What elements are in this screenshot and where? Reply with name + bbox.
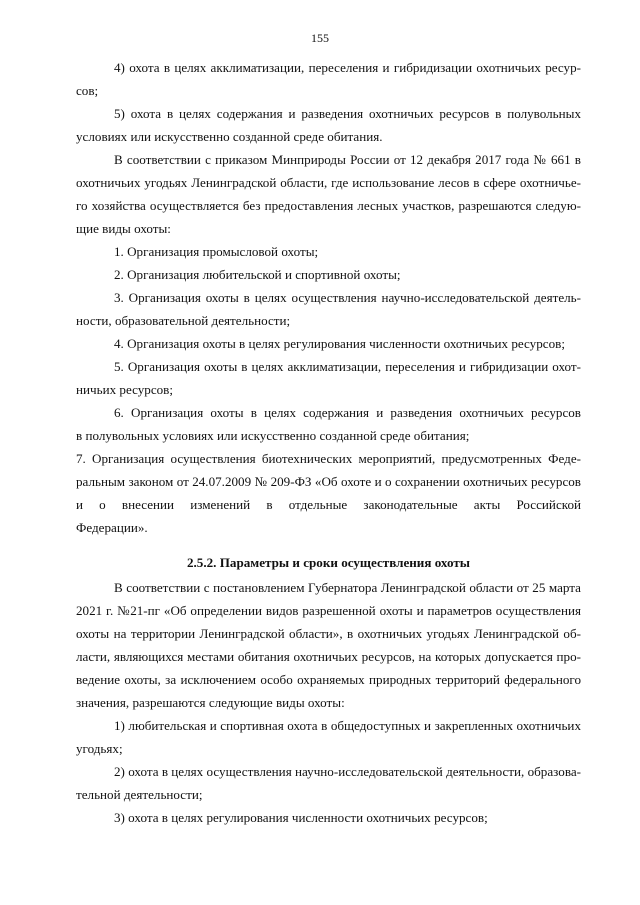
text-line: 2. Организация любительской и спортивной охоты; — [114, 267, 401, 282]
paragraph — [76, 355, 581, 401]
text-line: ведение охоты, за исключением особо охраняемых природных территорий федерального — [76, 672, 581, 687]
text-line: 1. Организация промысловой охоты; — [114, 244, 319, 259]
text-line: 2.5.2. Параметры и сроки осуществления охоты — [186, 555, 471, 570]
text-line: ничьих ресурсов; — [76, 382, 173, 397]
paragraph — [76, 447, 581, 539]
text-line: 2) охота в целях осуществления научно-исследовательской деятельности, образова- — [114, 764, 581, 779]
paragraph — [76, 760, 581, 806]
paragraph — [76, 148, 581, 240]
text-line: и о внесении изменений в отдельные законодательные акты Российской — [76, 497, 581, 512]
paragraph — [76, 806, 581, 829]
text-line: 4. Организация охоты в целях регулирования численности охотничьих ресурсов; — [114, 336, 565, 351]
document-body — [76, 56, 581, 829]
text-line: 3) охота в целях регулирования численности охотничьих ресурсов; — [114, 810, 488, 825]
paragraph — [76, 56, 581, 102]
text-line: ласти, являющихся местами обитания охотничьих ресурсов, на которых допускается про- — [76, 649, 581, 664]
text-line: 7. Организация осуществления биотехнических мероприятий, предусмотренных Феде- — [76, 451, 581, 466]
text-line: 2021 г. №21-пг «Об определении видов разрешенной охоты и параметров осуществления — [76, 603, 581, 618]
paragraph — [76, 286, 581, 332]
text-line: 3. Организация охоты в целях осуществления научно-исследовательской деятель- — [114, 290, 581, 305]
paragraph — [76, 102, 581, 148]
text-line: сов; — [76, 83, 99, 98]
text-line: 5) охота в целях содержания и разведения охотничьих ресурсов в полувольных — [114, 106, 581, 121]
text-line: ральным законом от 24.07.2009 № 209-ФЗ «Об охоте и о сохранении охотничьих ресурсов — [76, 474, 581, 489]
text-line: охотничьих угодьях Ленинградской области, где использование лесов в сфере охотничье- — [76, 175, 581, 190]
paragraph — [76, 263, 581, 286]
text-line: щие виды охоты: — [76, 221, 171, 236]
text-line: в полувольных условиях или искусственно созданной среде обитания; — [76, 428, 470, 443]
text-line: угодьях; — [76, 741, 123, 756]
text-line: 4) охота в целях акклиматизации, переселения и гибридизации охотничьих ресур- — [114, 60, 581, 75]
text-line: 1) любительская и спортивная охота в общедоступных и закрепленных охотничьих — [114, 718, 581, 733]
section-heading — [76, 551, 581, 574]
text-line: В соответствии с постановлением Губернатора Ленинградской области от 25 марта — [114, 580, 581, 595]
text-line: ности, образовательной деятельности; — [76, 313, 291, 328]
text-line: 5. Организация охоты в целях акклиматизации, переселения и гибридизации охот- — [114, 359, 581, 374]
text-line: условиях или искусственно созданной среде обитания. — [76, 129, 383, 144]
text-line: 6. Организация охоты в целях содержания и разведения охотничьих ресурсов — [114, 405, 581, 420]
text-line: тельной деятельности; — [76, 787, 203, 802]
text-line: значения, разрешаются следующие виды охоты: — [76, 695, 345, 710]
paragraph — [76, 240, 581, 263]
page-number: 155 — [311, 31, 329, 45]
paragraph — [76, 714, 581, 760]
text-line: охоты на территории Ленинградской области», в охотничьих угодьях Ленинградской об- — [76, 626, 581, 641]
paragraph — [76, 401, 581, 447]
text-line: го хозяйства осуществляется без предоставления лесных участков, разрешаются следую- — [76, 198, 581, 213]
text-line: В соответствии с приказом Минприроды России от 12 декабря 2017 года № 661 в — [114, 152, 581, 167]
paragraph — [76, 576, 581, 714]
paragraph — [76, 332, 581, 355]
text-line: Федерации». — [76, 520, 148, 535]
